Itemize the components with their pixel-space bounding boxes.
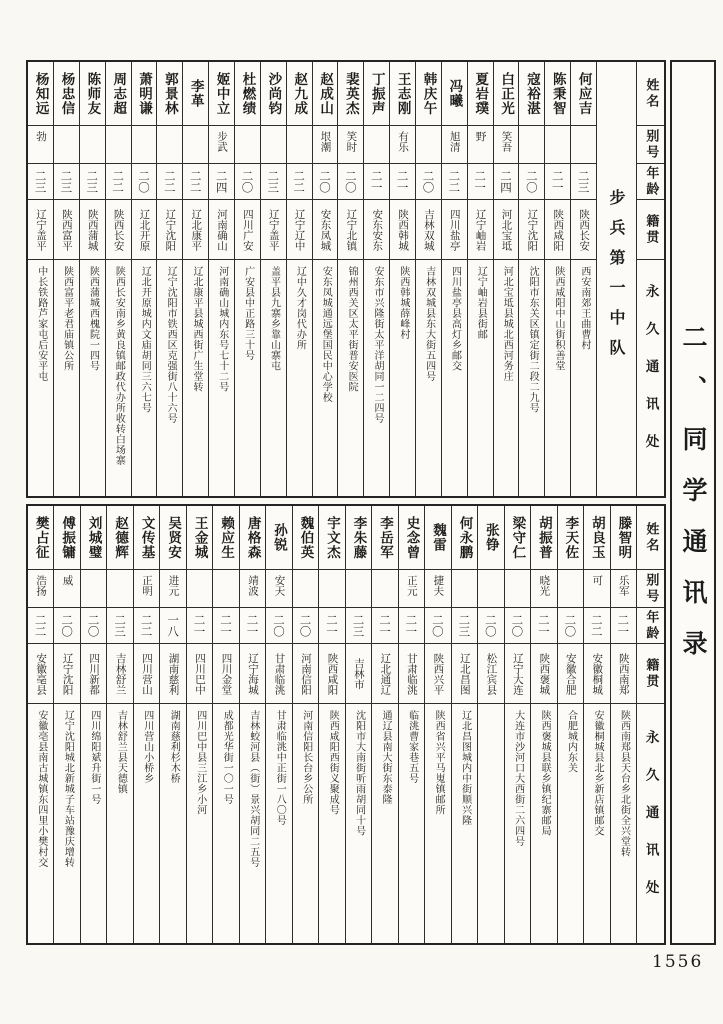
person-name: 胡振普 [531, 506, 556, 570]
person-address: 陕西富平老君庙镇公所 [61, 266, 73, 371]
person-native: 陕西长安 [571, 200, 596, 260]
person-alias [346, 570, 371, 608]
person-column [504, 506, 530, 943]
person-address: 安徽亳县南古城镇东四里小樊村交 [35, 710, 47, 868]
person-native: 陕西韩城 [390, 200, 415, 260]
person-native: 安徽合肥 [558, 644, 583, 704]
person-alias [558, 570, 583, 608]
person-alias: 垠潮 [313, 126, 338, 164]
person-column [415, 62, 441, 496]
section-title-column [670, 60, 716, 945]
person-name: 郭景林 [157, 62, 182, 126]
person-column [570, 62, 596, 496]
person-name: 赵成山 [313, 62, 338, 126]
person-native: 辽宁盖平 [261, 200, 286, 260]
person-column [371, 506, 397, 943]
person-age: 二四 [494, 164, 519, 200]
person-alias: 笑吾 [494, 126, 519, 164]
person-native: 辽宁大连 [505, 644, 530, 704]
person-address: 盖平县九寨乡靠山寨屯 [268, 266, 280, 371]
person-column [80, 506, 106, 943]
person-age: 二二 [183, 164, 208, 200]
person-address: 辽北开原城内文庙胡同三六七号 [139, 266, 151, 413]
person-column [337, 62, 363, 496]
person-column [292, 506, 318, 943]
person-native: 辽宁北镇 [338, 200, 363, 260]
person-alias [81, 570, 106, 608]
person-native: 吉林双城 [416, 200, 441, 260]
page-number: 1556 [652, 952, 704, 972]
person-alias: 可 [584, 570, 609, 608]
person-native: 辽北昌图 [452, 644, 477, 704]
person-age: 二一 [364, 164, 389, 200]
person-column [441, 62, 467, 496]
person-address: 陕西长安南乡黄良镇邮政代办所收转白场寨 [113, 266, 125, 466]
header-alias: 别号 [637, 126, 664, 164]
person-alias [293, 570, 318, 608]
person-name: 魏伯英 [293, 506, 318, 570]
person-alias: 步武 [209, 126, 234, 164]
header-age: 年龄 [637, 608, 664, 644]
person-name: 文传基 [134, 506, 159, 570]
directory-page-frame [26, 60, 716, 945]
person-native: 甘肃临洮 [399, 644, 424, 704]
person-address: 甘肃临洮中正街一八〇号 [274, 710, 286, 826]
person-age: 二一 [240, 608, 265, 644]
person-alias [364, 126, 389, 164]
person-age: 二一 [390, 164, 415, 200]
person-address [478, 704, 503, 943]
person-age: 二〇 [519, 164, 544, 200]
person-native: 四川金堂 [213, 644, 238, 704]
header-column [636, 506, 664, 943]
person-column [477, 506, 503, 943]
person-age: 二四 [209, 164, 234, 200]
person-alias [183, 126, 208, 164]
person-name: 丁振声 [364, 62, 389, 126]
person-alias: 笑时 [338, 126, 363, 164]
person-address: 河南确山城内东号七十二号 [216, 266, 228, 392]
person-address: 吉林舒兰县天德镇 [115, 710, 127, 794]
person-native: 河北宝坻 [494, 200, 519, 260]
person-name: 萧明谦 [132, 62, 157, 126]
person-native: 辽宁沈阳 [157, 200, 182, 260]
person-name: 冯曦 [442, 62, 467, 126]
person-native: 四川巴中 [187, 644, 212, 704]
person-age: 二〇 [266, 608, 291, 644]
person-address: 成都光华街一〇一号 [221, 710, 233, 805]
person-native: 吉林舒兰 [107, 644, 132, 704]
person-column [105, 62, 131, 496]
person-age: 二一 [611, 608, 636, 644]
person-native: 辽宁沈阳 [519, 200, 544, 260]
person-alias [505, 570, 530, 608]
person-name: 唐格森 [240, 506, 265, 570]
person-name: 何永鹏 [452, 506, 477, 570]
person-column [424, 506, 450, 943]
person-age: 二一 [319, 608, 344, 644]
person-age: 二〇 [478, 608, 503, 644]
person-age: 二一 [531, 608, 556, 644]
person-column [493, 62, 519, 496]
person-address: 陕西南郑县天台乡北街全兴堂转 [618, 710, 630, 857]
person-column [544, 62, 570, 496]
person-column [133, 506, 159, 943]
person-alias: 有乐 [390, 126, 415, 164]
person-address: 四川绵阳斌升街一号 [88, 710, 100, 805]
person-column [234, 62, 260, 496]
person-native: 安徽亳县 [28, 644, 53, 704]
person-address: 安徽桐城县北乡新店镇邮交 [592, 710, 604, 836]
person-native: 陕西长安 [106, 200, 131, 260]
person-column [186, 506, 212, 943]
person-native: 陕西兴平 [425, 644, 450, 704]
person-name: 杜燃绩 [235, 62, 260, 126]
person-name: 孙锐 [266, 506, 291, 570]
person-name: 沙尚钧 [261, 62, 286, 126]
person-native: 辽北通辽 [372, 644, 397, 704]
person-address: 四川营山小桥乡 [141, 710, 153, 784]
person-alias [416, 126, 441, 164]
person-column [106, 506, 132, 943]
person-age: 二二 [134, 608, 159, 644]
person-column [363, 62, 389, 496]
header-native: 籍贯 [637, 200, 664, 260]
person-address: 河北宝坻县城北西河务庄 [501, 266, 513, 382]
person-address: 辽中久才岗代办所 [294, 266, 306, 350]
person-name: 李革 [183, 62, 208, 126]
person-alias [235, 126, 260, 164]
person-age: 二三 [346, 608, 371, 644]
person-alias: 野 [468, 126, 493, 164]
person-alias [319, 570, 344, 608]
person-age: 二〇 [54, 608, 79, 644]
person-column [212, 506, 238, 943]
person-age: 一八 [160, 608, 185, 644]
page-title: 二、同学通讯录 [679, 324, 708, 681]
person-name: 刘城璧 [81, 506, 106, 570]
person-alias: 捷夫 [425, 570, 450, 608]
person-native: 辽北开原 [132, 200, 157, 260]
person-native: 陕西褒城 [531, 644, 556, 704]
person-alias [261, 126, 286, 164]
person-address: 广安县中正路三十号 [242, 266, 254, 361]
person-age: 二一 [399, 608, 424, 644]
person-address: 安东凤城通远堡国民中心学校 [320, 266, 332, 403]
person-age: 二二 [157, 164, 182, 200]
person-address: 辽宁沈阳城北新城子车站豫庆增转 [62, 710, 74, 868]
person-name: 杨忠信 [54, 62, 79, 126]
person-column [398, 506, 424, 943]
person-alias: 安天 [266, 570, 291, 608]
person-address: 四川巴中县三江乡小河 [194, 710, 206, 815]
person-alias: 晓光 [531, 570, 556, 608]
person-native: 辽宁辽中 [287, 200, 312, 260]
person-column [265, 506, 291, 943]
person-age: 二三 [571, 164, 596, 200]
person-native: 陕西富平 [54, 200, 79, 260]
person-name: 夏岩璞 [468, 62, 493, 126]
person-age: 二二 [584, 608, 609, 644]
person-column [208, 62, 234, 496]
person-alias [157, 126, 182, 164]
person-address: 安东市兴隆街太平洋胡同一二四号 [371, 266, 383, 424]
person-native: 四川新都 [81, 644, 106, 704]
table-squadron-1 [26, 60, 666, 498]
person-column [451, 506, 477, 943]
person-alias [372, 570, 397, 608]
person-name: 魏雷 [425, 506, 450, 570]
person-column [557, 506, 583, 943]
person-column [610, 506, 636, 943]
person-age: 二〇 [81, 608, 106, 644]
person-address: 河南信阳长台乡公所 [300, 710, 312, 805]
person-native: 辽宁沈阳 [54, 644, 79, 704]
person-age: 二三 [261, 164, 286, 200]
tables-region [26, 60, 666, 945]
person-age: 二三 [452, 608, 477, 644]
person-address: 吉林蛟河县（街）景兴胡同二五号 [247, 710, 259, 868]
person-address: 陕西咸阳中山街积善堂 [552, 266, 564, 371]
person-name: 陈师友 [80, 62, 105, 126]
person-name: 陈秉智 [545, 62, 570, 126]
person-alias [287, 126, 312, 164]
person-native: 甘肃临洮 [266, 644, 291, 704]
person-column [518, 62, 544, 496]
person-age: 二〇 [293, 608, 318, 644]
person-alias [478, 570, 503, 608]
person-native: 松江宾县 [478, 644, 503, 704]
person-address: 合肥城内东关 [565, 710, 577, 773]
person-address: 四川盐亭县高灯乡邮交 [449, 266, 461, 371]
person-alias [107, 570, 132, 608]
person-alias: 正元 [399, 570, 424, 608]
person-native: 陕西咸阳 [319, 644, 344, 704]
header-age: 年龄 [637, 164, 664, 200]
header-name: 姓名 [637, 506, 664, 570]
person-alias: 旭清 [442, 126, 467, 164]
person-column [53, 506, 79, 943]
person-alias: 靖波 [240, 570, 265, 608]
person-address: 锦州西关区太平街普安医院 [346, 266, 358, 392]
person-name: 赖应生 [213, 506, 238, 570]
person-age: 二〇 [416, 164, 441, 200]
person-age: 二一 [213, 608, 238, 644]
person-native: 湖南慈利 [160, 644, 185, 704]
person-native: 四川营山 [134, 644, 159, 704]
person-native: 安东安东 [364, 200, 389, 260]
person-native: 四川广安 [235, 200, 260, 260]
person-age: 二二 [287, 164, 312, 200]
person-native: 河南确山 [209, 200, 234, 260]
unit-cell: 步兵第一中队 [596, 62, 636, 496]
person-native: 陕西蒲城 [80, 200, 105, 260]
person-name: 傅振镛 [54, 506, 79, 570]
person-name: 李朱藤 [346, 506, 371, 570]
person-address: 陕西韩城薛峰村 [397, 266, 409, 340]
person-alias [54, 126, 79, 164]
person-age: 二〇 [425, 608, 450, 644]
person-name: 李天佐 [558, 506, 583, 570]
person-age: 二二 [442, 164, 467, 200]
person-column [389, 62, 415, 496]
person-native: 辽北康平 [183, 200, 208, 260]
person-native: 四川盐亭 [442, 200, 467, 260]
person-name: 胡良玉 [584, 506, 609, 570]
person-native: 安徽桐城 [584, 644, 609, 704]
header-column [636, 62, 664, 496]
person-alias [187, 570, 212, 608]
person-alias [213, 570, 238, 608]
person-column [131, 62, 157, 496]
person-name: 白正光 [494, 62, 519, 126]
person-address: 中长铁路芦家屯后安平屯 [35, 266, 47, 382]
person-alias: 威 [54, 570, 79, 608]
person-age: 二一 [468, 164, 493, 200]
person-alias [106, 126, 131, 164]
person-alias: 正明 [134, 570, 159, 608]
person-address: 湖南慈利杉木桥 [168, 710, 180, 784]
person-name: 赵九成 [287, 62, 312, 126]
person-name: 赵德辉 [107, 506, 132, 570]
person-column [156, 62, 182, 496]
person-alias [571, 126, 596, 164]
person-column [583, 506, 609, 943]
person-alias [519, 126, 544, 164]
person-native: 辽宁海城 [240, 644, 265, 704]
person-name: 裴英杰 [338, 62, 363, 126]
person-name: 周志超 [106, 62, 131, 126]
person-name: 宇文杰 [319, 506, 344, 570]
person-column [53, 62, 79, 496]
table-continued [26, 504, 666, 945]
person-native: 陕西南郑 [611, 644, 636, 704]
person-address: 陕西褒城县联乡镇纪寨邮局 [539, 710, 551, 836]
person-column [159, 506, 185, 943]
person-age: 二三 [107, 608, 132, 644]
person-address: 辽北昌图城内中街顺兴隆 [459, 710, 471, 826]
person-column [467, 62, 493, 496]
person-alias: 勃 [28, 126, 53, 164]
header-name: 姓名 [637, 62, 664, 126]
person-name: 王金城 [187, 506, 212, 570]
person-name: 姬中立 [209, 62, 234, 126]
person-column [79, 62, 105, 496]
person-address: 吉林双城县东大街五四号 [423, 266, 435, 382]
person-column [28, 62, 53, 496]
person-age: 二〇 [313, 164, 338, 200]
header-native: 籍贯 [637, 644, 664, 704]
person-name: 张铮 [478, 506, 503, 570]
person-alias: 乐军 [611, 570, 636, 608]
person-column [345, 506, 371, 943]
person-column [312, 62, 338, 496]
person-address: 陕西咸阳西街义聚成号 [327, 710, 339, 815]
header-contact: 永久通讯处 [642, 284, 659, 472]
person-age: 二〇 [558, 608, 583, 644]
person-name: 李岳军 [372, 506, 397, 570]
person-age: 二二 [28, 608, 53, 644]
person-address: 陕西蒲城西槐院一四号 [87, 266, 99, 371]
person-age: 二〇 [505, 608, 530, 644]
person-alias: 进元 [160, 570, 185, 608]
person-name: 滕智明 [611, 506, 636, 570]
person-name: 何应吉 [571, 62, 596, 126]
person-native: 辽宁岫岩 [468, 200, 493, 260]
person-address: 通辽县南大街东泰隆 [380, 710, 392, 805]
person-age: 二〇 [235, 164, 260, 200]
header-alias: 别号 [637, 570, 664, 608]
person-alias [545, 126, 570, 164]
person-column [260, 62, 286, 496]
person-column [318, 506, 344, 943]
person-address: 辽宁沈阳市铁西区克强街八十六号 [165, 266, 177, 424]
person-address: 西安南郊王曲曹村 [578, 266, 590, 350]
person-name: 梁守仁 [505, 506, 530, 570]
person-alias [132, 126, 157, 164]
person-name: 史念曾 [399, 506, 424, 570]
person-column [286, 62, 312, 496]
person-address: 辽北康平县城西街广生堂转 [190, 266, 202, 392]
person-address: 沈阳市东关区镇定街二段二九号 [527, 266, 539, 413]
person-name: 寇裕湛 [519, 62, 544, 126]
person-native: 河南信阳 [293, 644, 318, 704]
person-name: 王志刚 [390, 62, 415, 126]
person-native: 辽宁盖平 [28, 200, 53, 260]
person-address: 陕西省兴平马嵬镇邮所 [433, 710, 445, 815]
person-native: 吉林市 [346, 644, 371, 704]
person-age: 二一 [187, 608, 212, 644]
person-name: 韩庆午 [416, 62, 441, 126]
person-name: 吴贤安 [160, 506, 185, 570]
person-native: 安东凤城 [313, 200, 338, 260]
person-alias: 浩扬 [28, 570, 53, 608]
person-age: 二二 [106, 164, 131, 200]
person-address: 辽宁岫岩县街邮 [475, 266, 487, 340]
person-age: 二一 [545, 164, 570, 200]
person-column [530, 506, 556, 943]
person-address: 临洮曹家巷五号 [406, 710, 418, 784]
person-age: 二〇 [338, 164, 363, 200]
person-age: 二一 [372, 608, 397, 644]
person-address: 大连市沙河口大西街二六四号 [512, 710, 524, 847]
person-age: 二三 [54, 164, 79, 200]
person-age: 二三 [28, 164, 53, 200]
person-name: 杨知远 [28, 62, 53, 126]
person-alias [452, 570, 477, 608]
person-column [239, 506, 265, 943]
header-contact: 永久通讯处 [642, 729, 659, 918]
person-age: 二三 [80, 164, 105, 200]
person-age: 二〇 [132, 164, 157, 200]
person-column [182, 62, 208, 496]
person-address: 沈阳市大南街听雨胡同十号 [353, 710, 365, 836]
person-name: 樊占征 [28, 506, 53, 570]
person-alias [80, 126, 105, 164]
person-native: 陕西咸阳 [545, 200, 570, 260]
person-column [28, 506, 53, 943]
